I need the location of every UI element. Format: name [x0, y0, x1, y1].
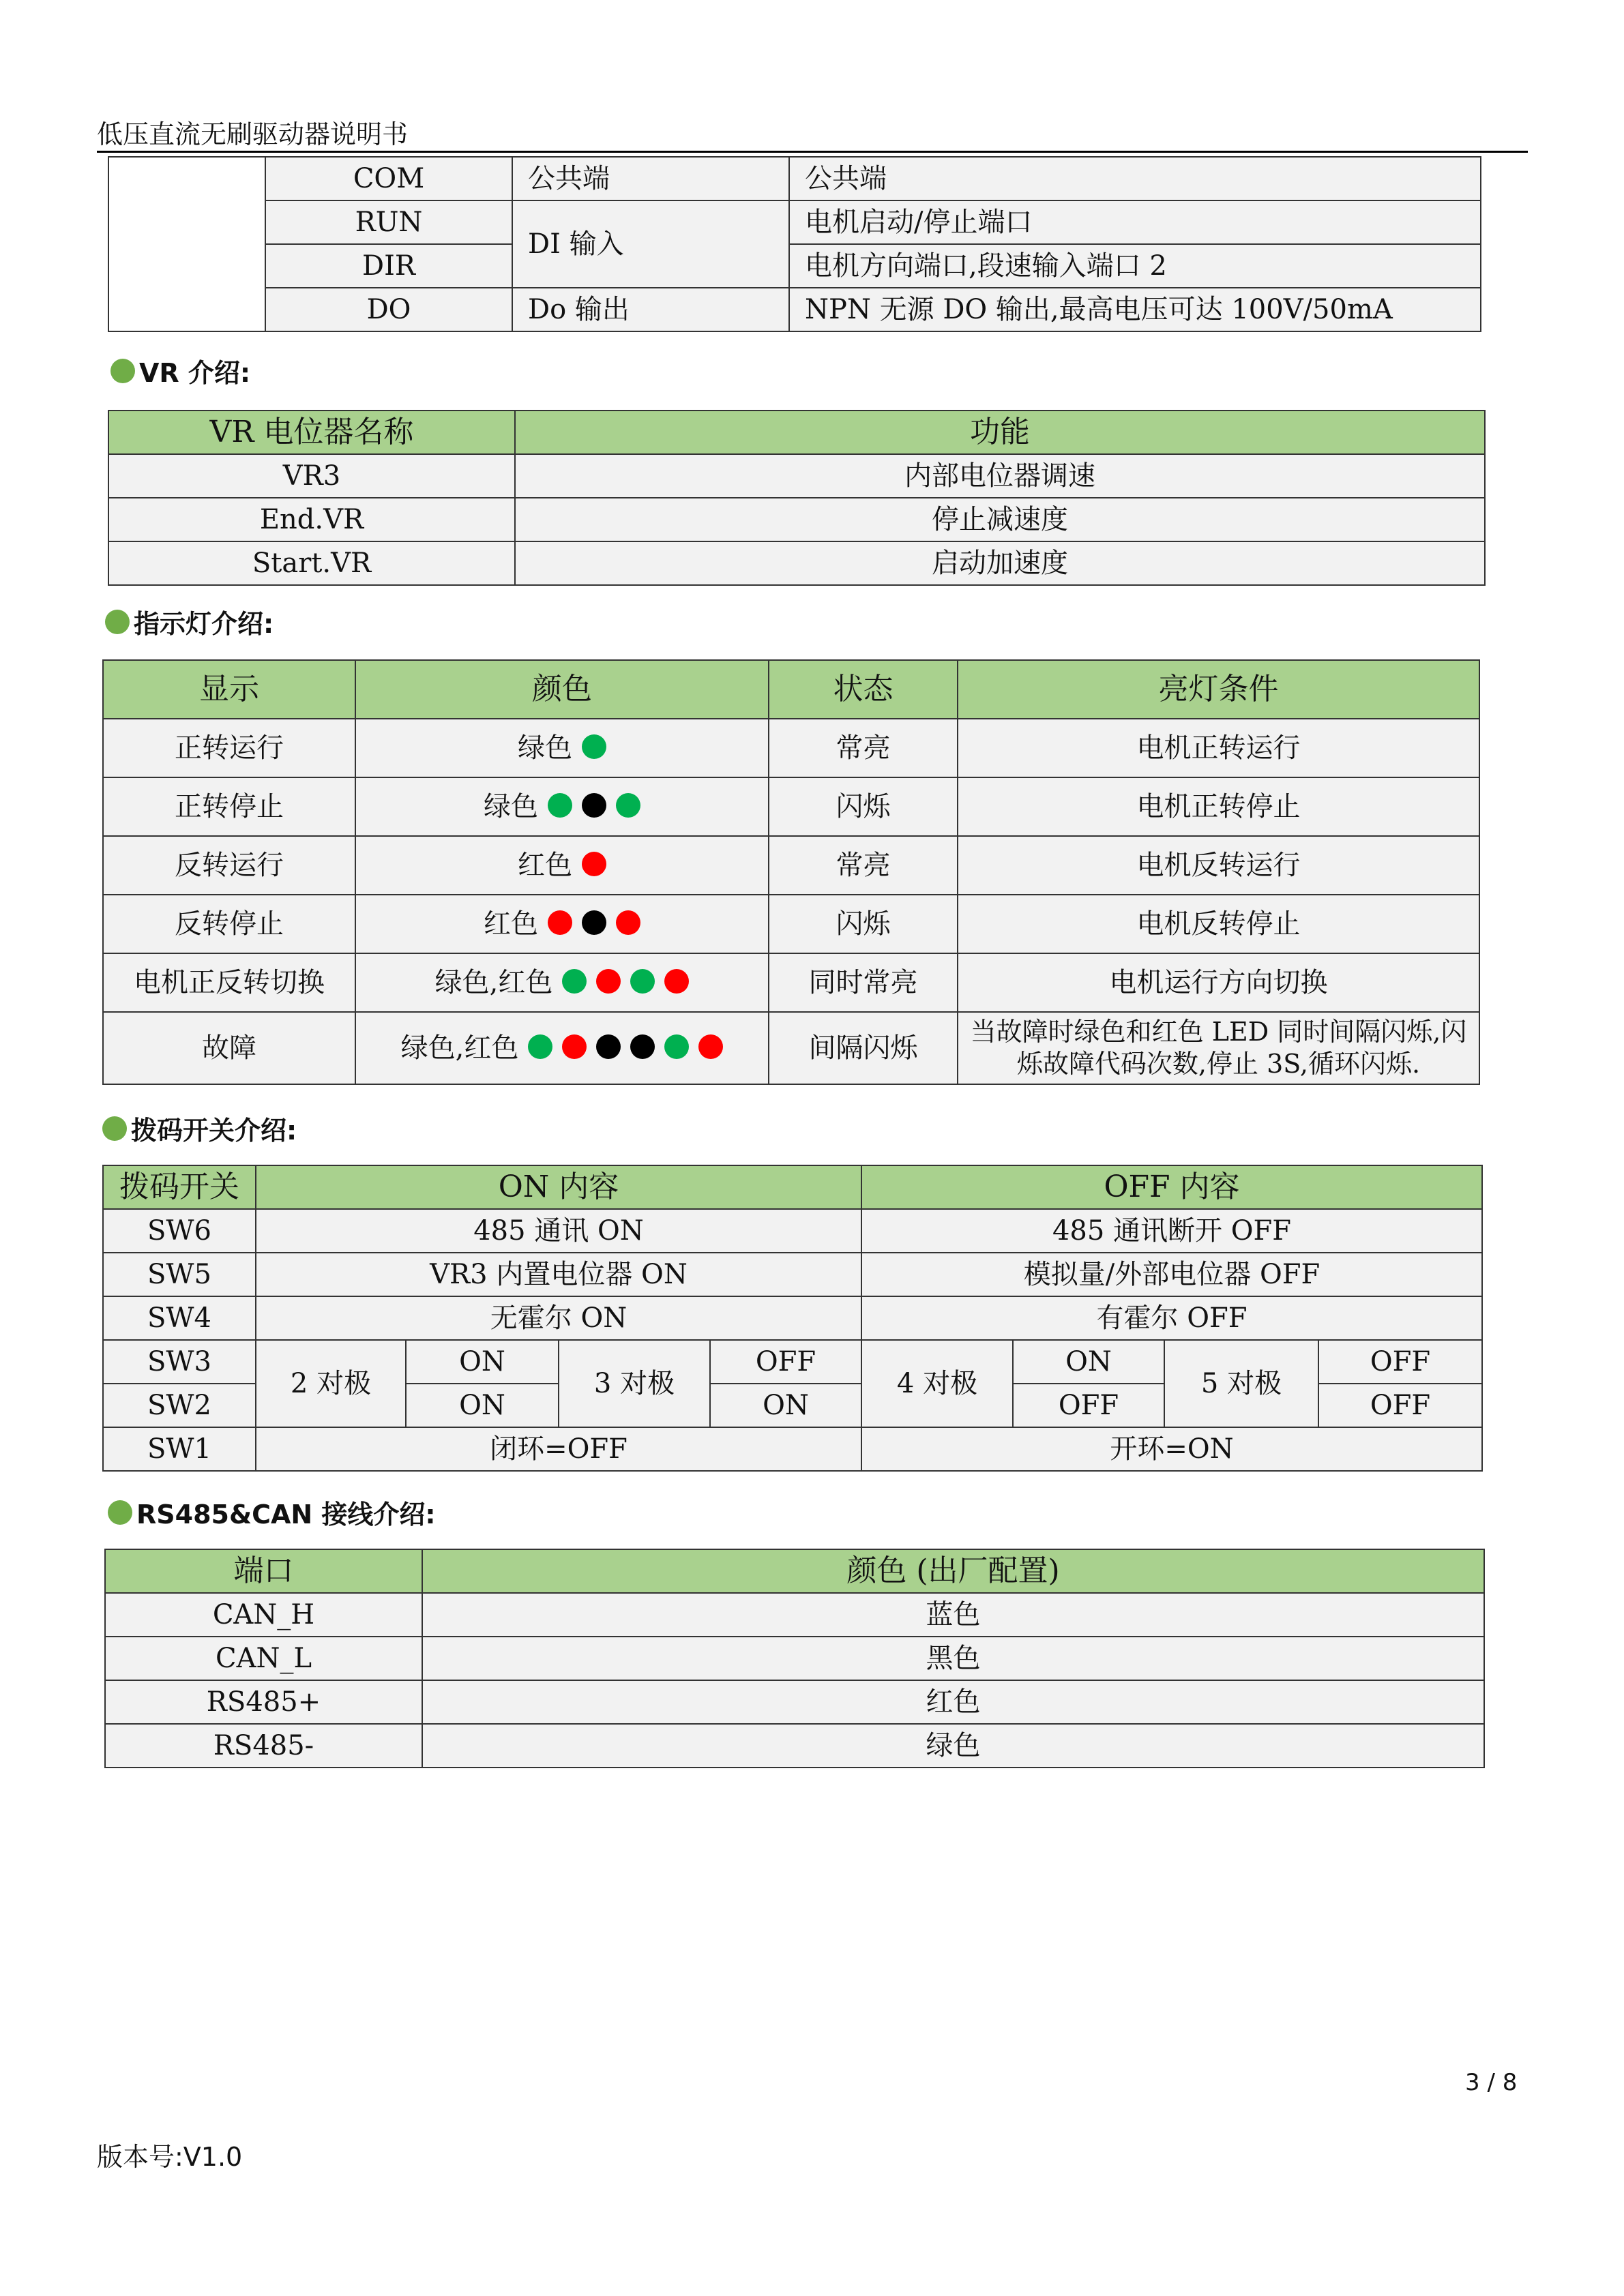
dip-state: OFF: [710, 1340, 861, 1384]
vr-header-function: 功能: [515, 411, 1485, 454]
off-led-icon: [630, 1034, 655, 1059]
off-led-icon: [582, 910, 606, 935]
bullet-icon: [108, 1500, 132, 1525]
dip-section-heading: [102, 1109, 297, 1147]
led-condition: 电机反转运行: [958, 836, 1479, 895]
table-row: [103, 1427, 1482, 1471]
led-state: 常亮: [769, 836, 958, 895]
rs-wire-color: 黑色: [422, 1637, 1484, 1680]
dip-on-value: VR3 内置电位器 ON: [256, 1253, 861, 1296]
vr-function: 启动加速度: [515, 541, 1485, 585]
led-state: 同时常亮: [769, 953, 958, 1012]
led-section-title: 指示灯介绍:: [134, 609, 274, 639]
port-type: 公共端: [512, 157, 789, 200]
table-row: [103, 719, 1479, 777]
dip-state: ON: [710, 1384, 861, 1427]
table-row: [103, 1296, 1482, 1340]
rs-header-color: 颜色 (出厂配置): [422, 1549, 1484, 1593]
rs-port: RS485-: [105, 1724, 422, 1768]
document-title: 低压直流无刷驱动器说明书: [97, 119, 409, 149]
dip-off-value: 有霍尔 OFF: [861, 1296, 1482, 1340]
table-row: [105, 1593, 1484, 1637]
vr-name: End.VR: [108, 498, 515, 541]
table-header-row: [103, 1165, 1482, 1209]
green-led-icon: [562, 969, 587, 994]
table-row: [103, 1253, 1482, 1296]
dip-on-value: 无霍尔 ON: [256, 1296, 861, 1340]
table-row: [105, 1637, 1484, 1680]
led-header-color: 颜色: [355, 660, 769, 719]
port-name: RUN: [265, 200, 512, 244]
red-led-icon: [582, 852, 606, 876]
bullet-icon: [102, 1116, 127, 1141]
vr-section-heading: [110, 352, 250, 389]
ports-table: [108, 156, 1481, 332]
led-header-display: 显示: [103, 660, 355, 719]
led-display: 反转运行: [103, 836, 355, 895]
led-display: 反转停止: [103, 895, 355, 953]
rs-wire-color: 绿色: [422, 1724, 1484, 1768]
dip-state: OFF: [1318, 1340, 1482, 1384]
led-display: 正转停止: [103, 777, 355, 836]
table-row: [108, 498, 1485, 541]
table-header-row: [105, 1549, 1484, 1593]
table-row: [108, 244, 1481, 288]
table-row: [103, 1340, 1482, 1384]
red-led-icon: [548, 910, 572, 935]
vr-header-name: VR 电位器名称: [108, 411, 515, 454]
green-led-icon: [664, 1034, 689, 1059]
table-header-row: [103, 660, 1479, 719]
rs-wire-color: 蓝色: [422, 1593, 1484, 1637]
port-desc: 公共端: [789, 157, 1481, 200]
port-desc: NPN 无源 DO 输出,最高电压可达 100V/50mA: [789, 288, 1481, 331]
dip-switch-label: SW4: [103, 1296, 256, 1340]
dip-section-title: 拨码开关介绍:: [131, 1116, 297, 1146]
rs-wire-color: 红色: [422, 1680, 1484, 1724]
led-condition: 当故障时绿色和红色 LED 同时间隔闪烁,闪烁故障代码次数,停止 3S,循环闪烁.: [958, 1012, 1479, 1084]
port-name: COM: [265, 157, 512, 200]
dip-header-off: OFF 内容: [861, 1165, 1482, 1209]
dip-switch-label: SW6: [103, 1209, 256, 1253]
led-header-condition: 亮灯条件: [958, 660, 1479, 719]
table-row: [103, 953, 1479, 1012]
table-row: [103, 777, 1479, 836]
rs-port: CAN_L: [105, 1637, 422, 1680]
dip-state: ON: [406, 1384, 559, 1427]
dip-switch-label: SW5: [103, 1253, 256, 1296]
led-color-cell: [355, 836, 769, 895]
dip-on-value: 485 通讯 ON: [256, 1209, 861, 1253]
table-row: [103, 1209, 1482, 1253]
led-color-label: 绿色,红色: [400, 1032, 519, 1064]
led-header-state: 状态: [769, 660, 958, 719]
table-row: [108, 200, 1481, 244]
rs-header-port: 端口: [105, 1549, 422, 1593]
dip-off-value: 模拟量/外部电位器 OFF: [861, 1253, 1482, 1296]
green-led-icon: [528, 1034, 552, 1059]
port-name: DO: [265, 288, 512, 331]
led-condition: 电机运行方向切换: [958, 953, 1479, 1012]
dip-state: ON: [406, 1340, 559, 1384]
dip-switch-label: SW2: [103, 1384, 256, 1427]
led-color-label: 红色: [518, 850, 572, 881]
led-color-cell: [355, 719, 769, 777]
pole-count: 5 对极: [1164, 1340, 1318, 1427]
green-led-icon: [548, 793, 572, 818]
bullet-icon: [105, 610, 130, 634]
dip-switch-label: SW1: [103, 1427, 256, 1471]
led-table: [102, 659, 1480, 1085]
pole-count: 3 对极: [559, 1340, 710, 1427]
table-row: [105, 1724, 1484, 1768]
green-led-icon: [582, 734, 606, 759]
table-header-row: [108, 411, 1485, 454]
led-display: 故障: [103, 1012, 355, 1084]
off-led-icon: [596, 1034, 621, 1059]
red-led-icon: [698, 1034, 723, 1059]
pole-count: 4 对极: [861, 1340, 1013, 1427]
dip-header-on: ON 内容: [256, 1165, 861, 1209]
led-condition: 电机反转停止: [958, 895, 1479, 953]
ports-group-cell: [108, 157, 265, 331]
table-row: [103, 836, 1479, 895]
table-row: [108, 157, 1481, 200]
led-color-cell: [355, 953, 769, 1012]
vr-function: 停止减速度: [515, 498, 1485, 541]
led-condition: 电机正转运行: [958, 719, 1479, 777]
led-color-cell: [355, 777, 769, 836]
port-type: Do 输出: [512, 288, 789, 331]
table-row: [103, 895, 1479, 953]
dip-off-value: 485 通讯断开 OFF: [861, 1209, 1482, 1253]
table-row: [108, 454, 1485, 498]
dip-state: ON: [1013, 1340, 1164, 1384]
table-row: [103, 1012, 1479, 1084]
led-state: 闪烁: [769, 895, 958, 953]
dip-switch-label: SW3: [103, 1340, 256, 1384]
led-color-label: 绿色,红色: [434, 967, 553, 998]
dip-state: OFF: [1013, 1384, 1164, 1427]
port-name: DIR: [265, 244, 512, 288]
led-display: 正转运行: [103, 719, 355, 777]
red-led-icon: [596, 969, 621, 994]
led-color-label: 红色: [484, 908, 538, 940]
red-led-icon: [664, 969, 689, 994]
dip-on-value: 闭环=OFF: [256, 1427, 861, 1471]
dip-off-value: 开环=ON: [861, 1427, 1482, 1471]
table-row: [108, 541, 1485, 585]
vr-section-title: VR 介绍:: [139, 358, 251, 388]
green-led-icon: [616, 793, 640, 818]
rs-port: RS485+: [105, 1680, 422, 1724]
red-led-icon: [616, 910, 640, 935]
pole-count: 2 对极: [256, 1340, 406, 1427]
dip-header-switch: 拨码开关: [103, 1165, 256, 1209]
dip-state: OFF: [1318, 1384, 1482, 1427]
red-led-icon: [562, 1034, 587, 1059]
led-section-heading: [105, 603, 274, 640]
header-rule: [97, 151, 1528, 153]
rs-section-heading: [108, 1493, 436, 1531]
led-condition: 电机正转停止: [958, 777, 1479, 836]
led-display: 电机正反转切换: [103, 953, 355, 1012]
led-color-cell: [355, 1012, 769, 1084]
led-state: 常亮: [769, 719, 958, 777]
rs-table: [104, 1549, 1485, 1768]
off-led-icon: [582, 793, 606, 818]
port-desc: 电机方向端口,段速输入端口 2: [789, 244, 1481, 288]
table-row: [108, 288, 1481, 331]
vr-table: [108, 410, 1486, 586]
dip-table: [102, 1165, 1483, 1472]
led-state: 间隔闪烁: [769, 1012, 958, 1084]
vr-name: Start.VR: [108, 541, 515, 585]
led-color-label: 绿色: [484, 791, 538, 822]
led-color-cell: [355, 895, 769, 953]
green-led-icon: [630, 969, 655, 994]
vr-name: VR3: [108, 454, 515, 498]
port-type: DI 输入: [512, 200, 789, 288]
port-desc: 电机启动/停止端口: [789, 200, 1481, 244]
vr-function: 内部电位器调速: [515, 454, 1485, 498]
bullet-icon: [110, 359, 135, 383]
version-label: 版本号:V1.0: [97, 2142, 243, 2172]
table-row: [105, 1680, 1484, 1724]
rs-section-title: RS485&CAN 接线介绍:: [136, 1500, 436, 1530]
rs-port: CAN_H: [105, 1593, 422, 1637]
led-state: 闪烁: [769, 777, 958, 836]
page-number: 3 / 8: [1465, 2069, 1518, 2096]
led-color-label: 绿色: [518, 732, 572, 764]
